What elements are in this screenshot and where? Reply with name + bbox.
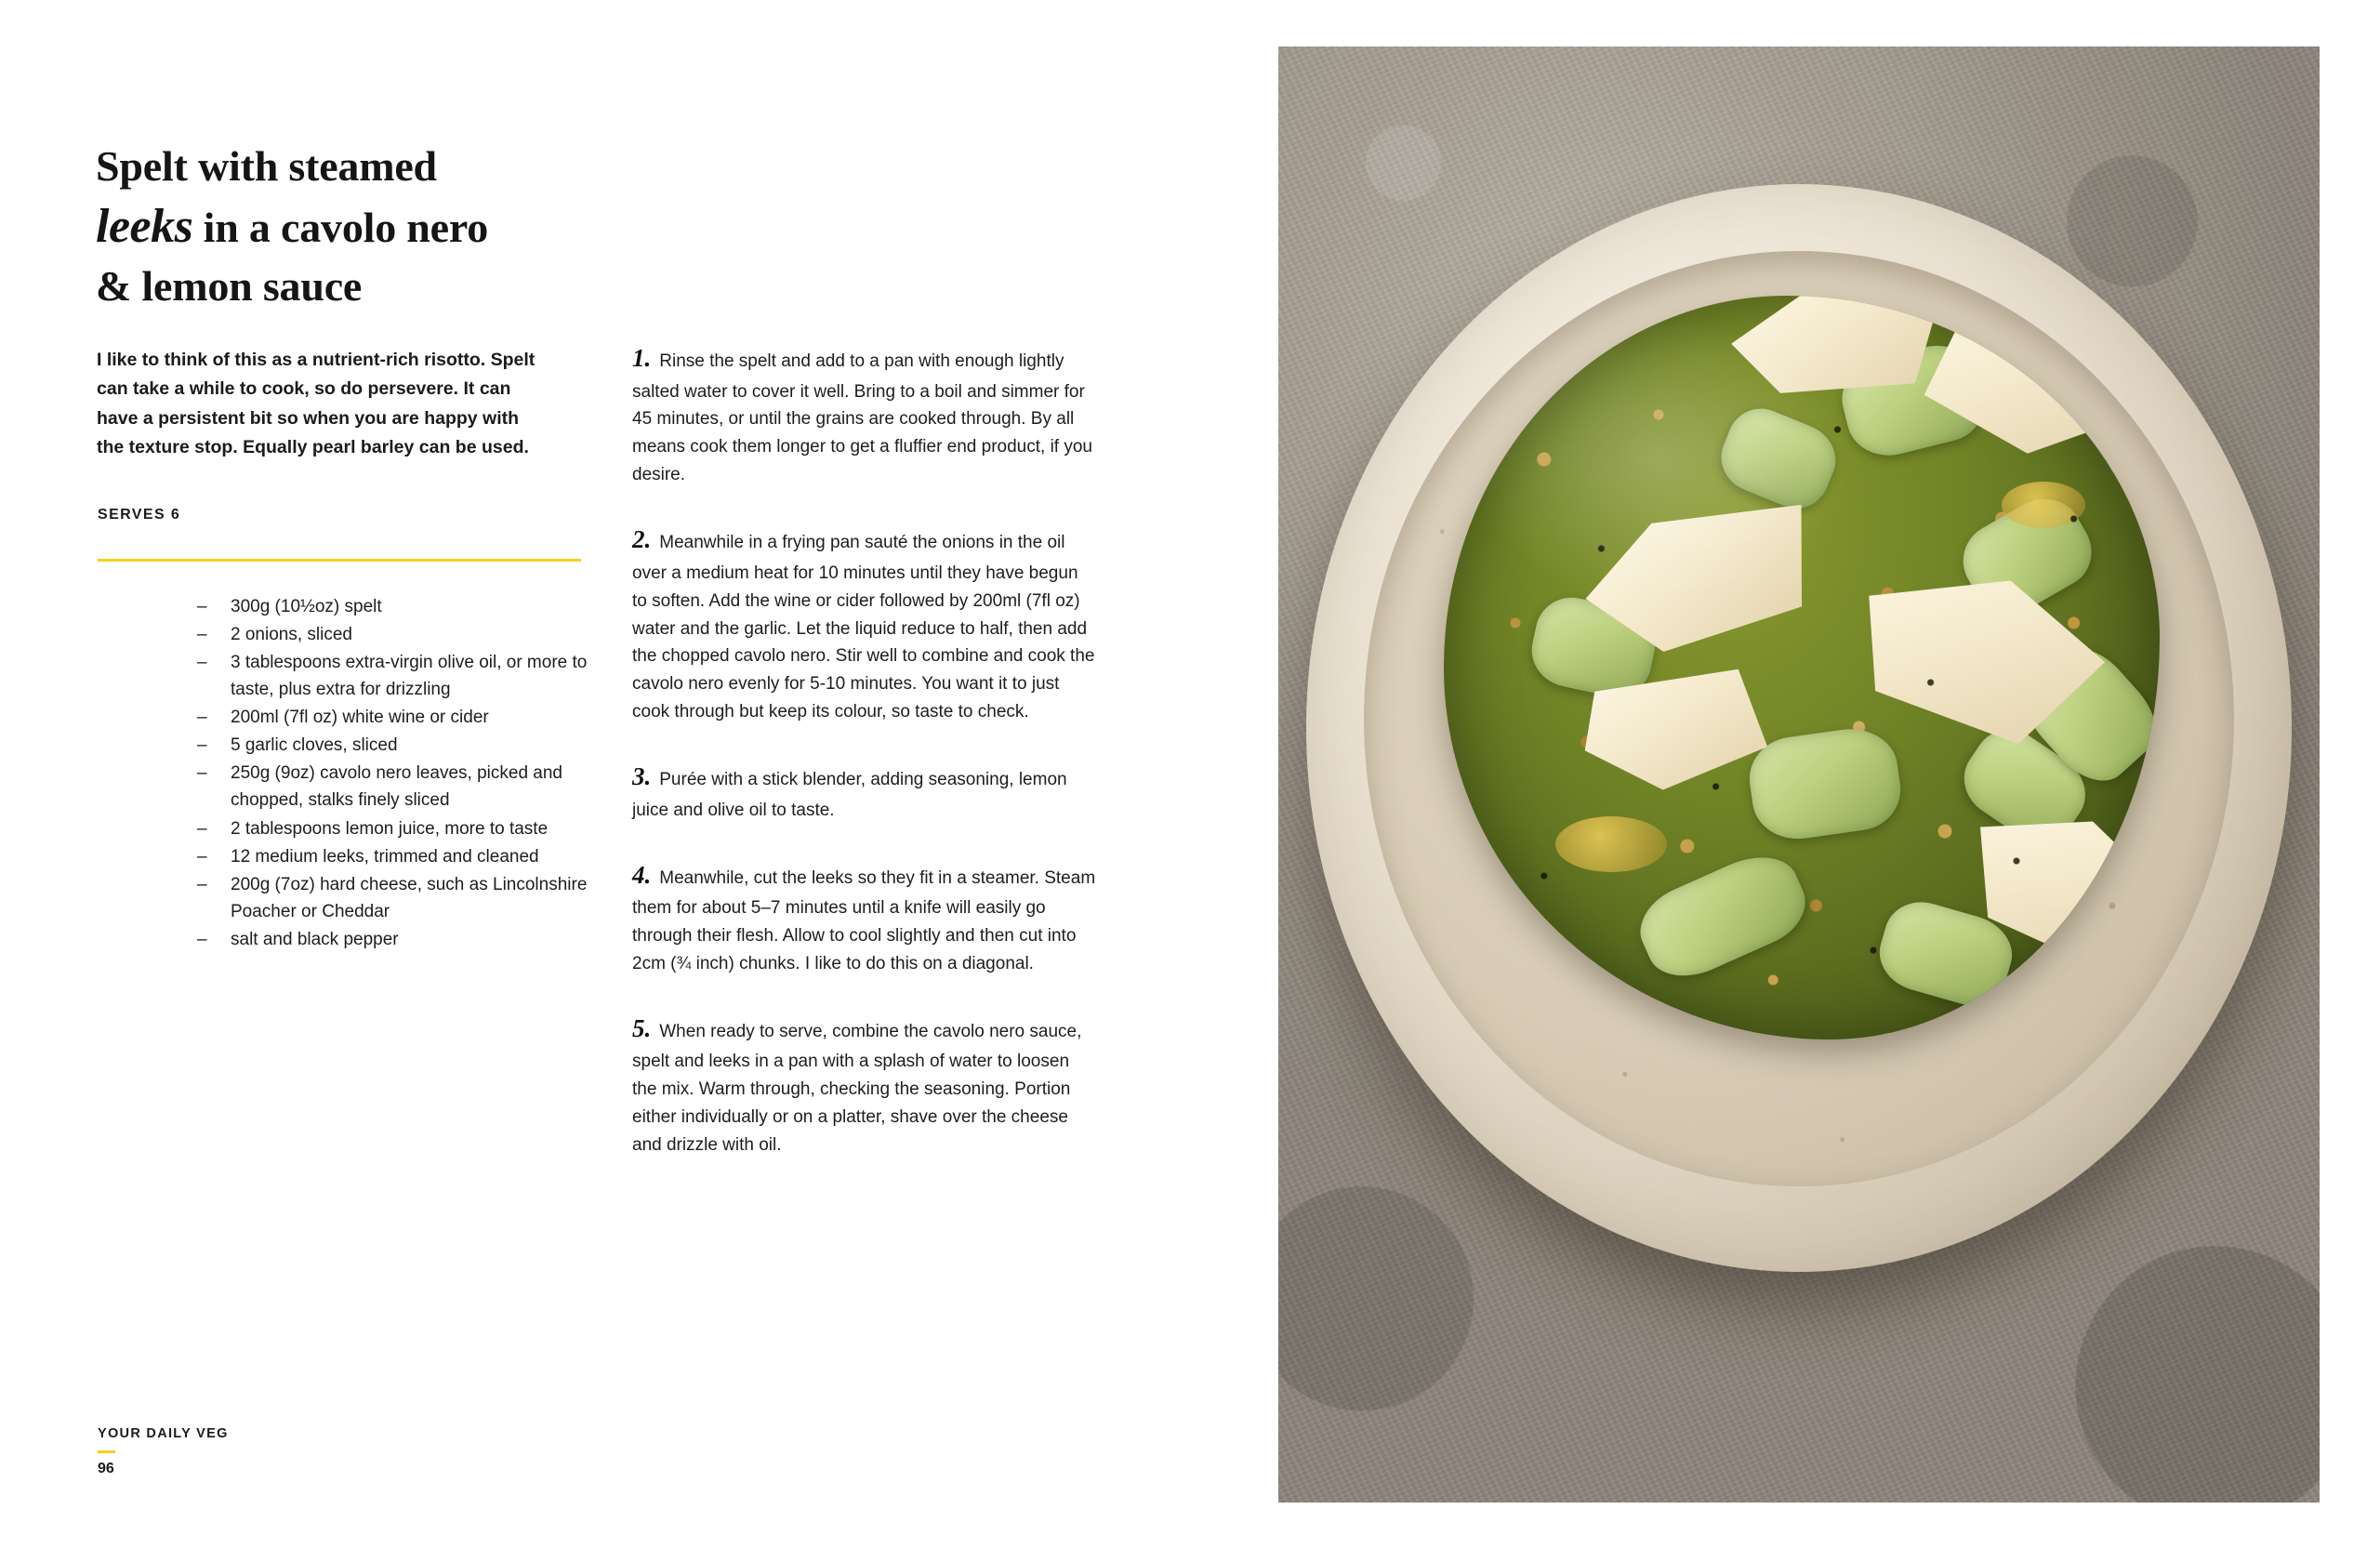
title-line-3: & lemon sauce [96,262,363,311]
page-footer [98,1426,229,1477]
list-item [197,621,588,648]
method-step [632,338,1097,489]
step-number: 2. [632,525,652,554]
list-item [197,732,588,759]
ingredient-text: 5 garlic cloves, sliced [231,735,398,756]
bullet-dash: – [197,763,207,784]
step-text: When ready to serve, combine the cavolo nero sauce, spelt and leeks in a pan with a splash of water to loosen the mix. Warm through, checking the seasoning. Portion either individually or on a platter, shave over the cheese and drizzle with oil. [632,1021,1082,1156]
method-step [632,757,1097,824]
method-step [632,855,1097,978]
list-item [197,593,588,620]
list-item [197,871,588,925]
list-item [197,649,588,703]
bullet-dash: – [197,818,207,839]
bullet-dash: – [197,735,207,756]
recipe-intro: I like to think of this as a nutrient-rich risotto. Spelt can take a while to cook, so do persevere. It can have a persistent bit so when you are happy with the texture stop. Equally pearl barley can be used. [97,349,536,458]
method-step [632,520,1097,726]
spelt-cavolo-nero-dish [1444,296,2160,1039]
ingredient-text: 250g (9oz) cavolo nero leaves, picked and chopped, stalks finely sliced [231,763,563,811]
page-title [96,139,672,315]
method-step [632,1009,1097,1159]
title-line-2: in a cavolo nero [192,203,489,251]
book-title: YOUR DAILY VEG [98,1426,229,1441]
ingredient-text: 2 tablespoons lemon juice, more to taste [231,818,549,839]
title-line-1: Spelt with steamed [96,141,437,190]
bullet-dash: – [197,846,207,867]
step-text: Meanwhile in a frying pan sauté the onions in the oil over a medium heat for 10 minutes until they have begun to soften. Add the wine or cider followed by 200ml (7fl oz) water and the garlic. Let the liquid reduce to half, then add the chopped cavolo nero. Stir well to combine and cook the cavolo nero evenly for 5-10 minutes. You want it to just cook through but keep its colour, so taste to check. [632,533,1095,722]
bullet-dash: – [197,653,207,673]
step-text: Rinse the spelt and add to a pan with enough lightly salted water to cover it well. Bring to a boil and simmer for 45 minutes, or until the grains are cooked through. By all means cook them longer to get a fluffier end product, if you desire. [632,351,1092,485]
ingredient-text: 3 tablespoons extra-virgin olive oil, or more to taste, plus extra for drizzling [231,653,588,700]
title-emphasis: leeks [96,199,193,253]
serves-label: SERVES 6 [98,507,181,523]
ingredient-text: 12 medium leeks, trimmed and cleaned [231,846,539,867]
step-number: 1. [632,344,652,372]
footer-accent-rule [98,1450,115,1453]
step-number: 3. [632,762,652,791]
ingredient-text: 2 onions, sliced [231,625,352,645]
black-pepper-specks [1444,296,2160,1039]
page-number: 96 [98,1461,114,1476]
accent-divider [98,559,581,562]
list-item [197,926,588,953]
bullet-dash: – [197,874,207,894]
step-text: Meanwhile, cut the leeks so they fit in a steamer. Steam them for about 5–7 minutes until a knife will easily go through their flesh. Allow to cool slightly and then cut into 2cm (¾ inch) chunks. I like to do this on a diagonal. [632,867,1096,974]
list-item [197,760,588,814]
recipe-photograph [1278,46,2320,1503]
ingredient-list [197,593,588,954]
list-item [197,815,588,842]
ingredient-text: 200ml (7fl oz) white wine or cider [231,708,489,728]
step-text: Purée with a stick blender, adding seasoning, lemon juice and olive oil to taste. [632,770,1067,820]
bullet-dash: – [197,625,207,645]
ingredient-text: salt and black pepper [231,929,399,949]
list-item [197,704,588,731]
step-number: 4. [632,860,652,889]
ingredient-text: 200g (7oz) hard cheese, such as Lincolnshire Poacher or Cheddar [231,874,588,921]
method-steps [632,321,1097,1190]
list-item [197,843,588,870]
ingredient-text: 300g (10½oz) spelt [231,597,382,616]
bullet-dash: – [197,597,207,616]
bullet-dash: – [197,708,207,728]
bullet-dash: – [197,929,207,949]
step-number: 5. [632,1013,652,1042]
